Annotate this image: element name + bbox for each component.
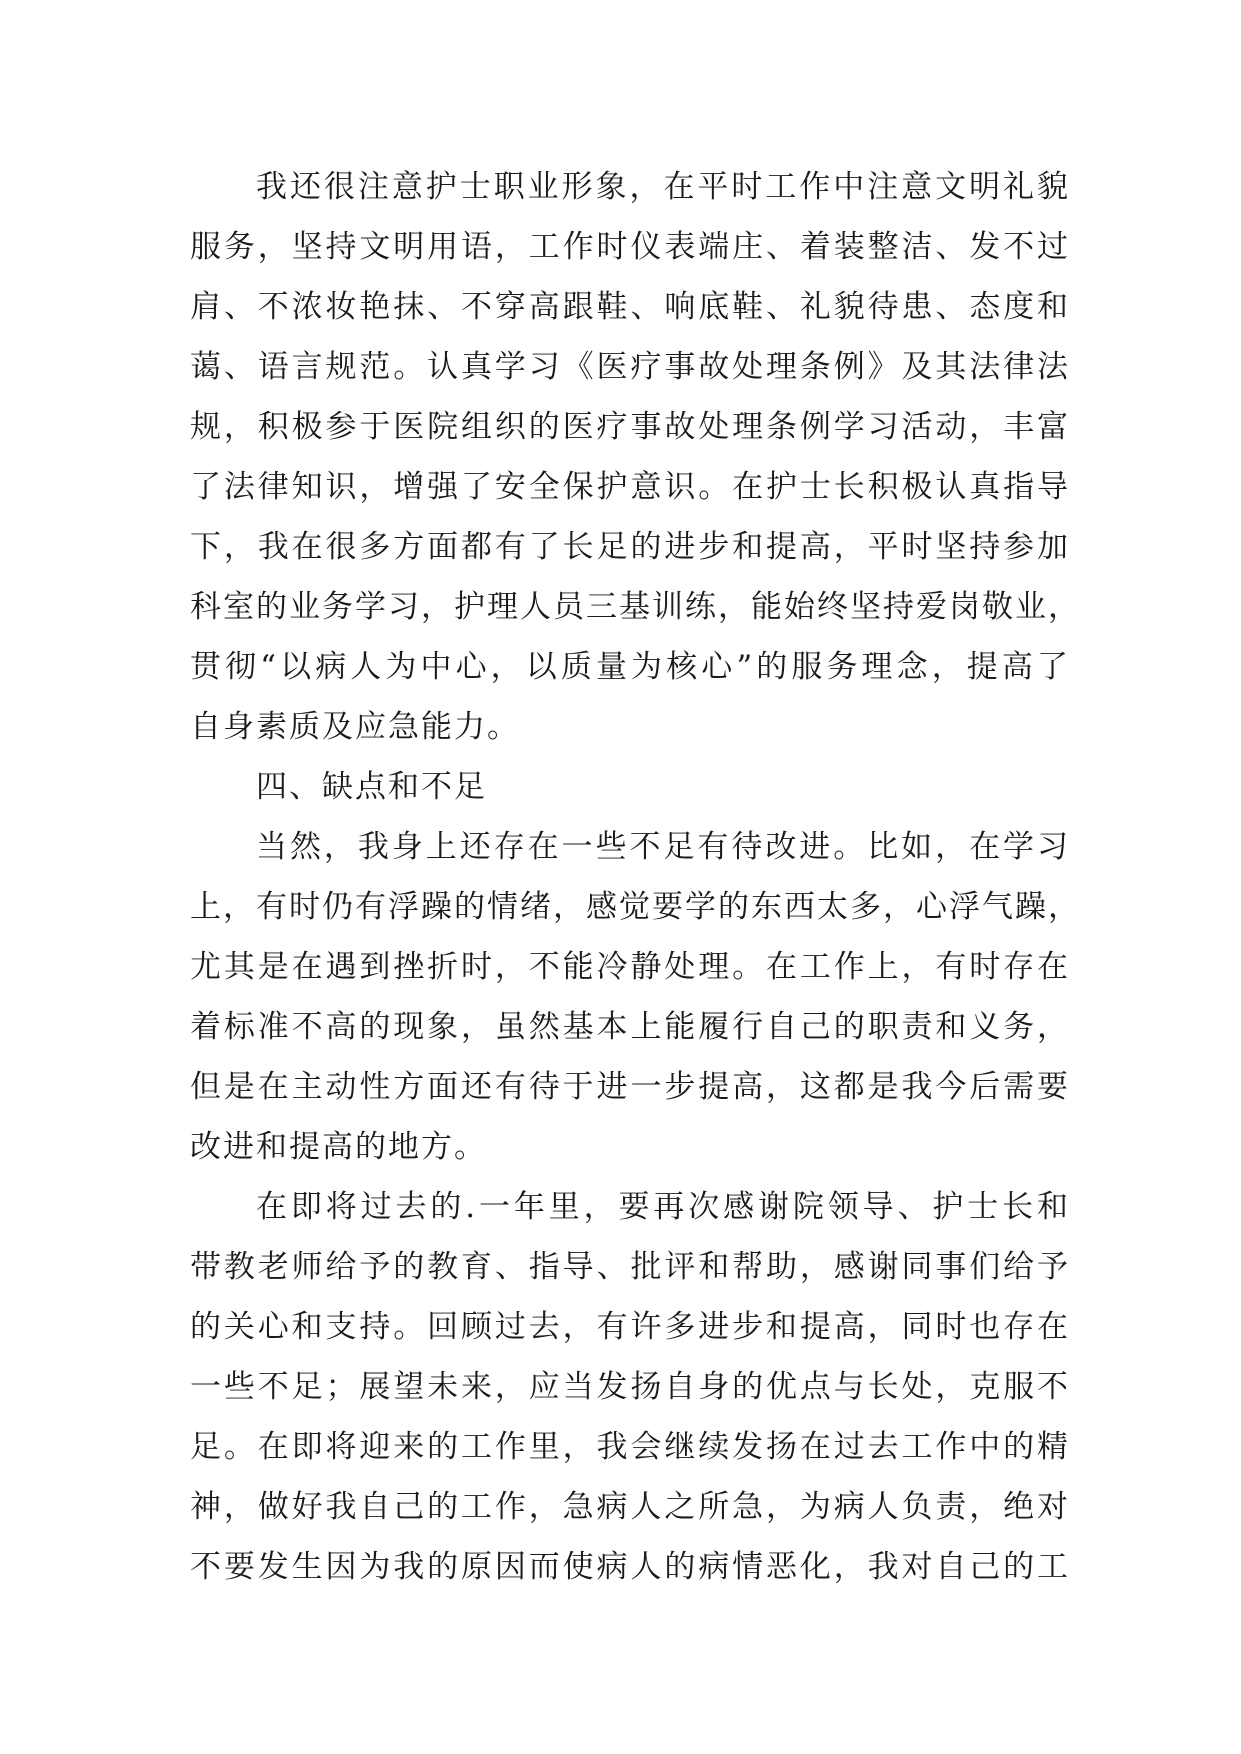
paragraph-line: 上，有时仍有浮躁的情绪，感觉要学的东西太多，心浮气躁， — [190, 889, 1081, 925]
paragraph-line: 了法律知识，增强了安全保护意识。在护士长积极认真指导 — [190, 469, 1070, 505]
section-heading: 四、缺点和不足 — [256, 769, 487, 805]
paragraph-line: 自身素质及应急能力。 — [190, 709, 520, 745]
body-text — [190, 157, 1081, 1597]
paragraph-line: 科室的业务学习，护理人员三基训练，能始终坚持爱岗敬业， — [190, 589, 1081, 625]
paragraph-line: 不要发生因为我的原因而使病人的病情恶化，我对自己的工 — [190, 1549, 1070, 1585]
paragraph-line: 足。在即将迎来的工作里，我会继续发扬在过去工作中的精 — [190, 1429, 1070, 1465]
paragraph-line: 当然，我身上还存在一些不足有待改进。比如，在学习 — [256, 829, 1070, 865]
paragraph-line: 服务，坚持文明用语，工作时仪表端庄、着装整洁、发不过 — [190, 229, 1070, 265]
paragraph-line: 在即将过去的.一年里，要再次感谢院领导、护士长和 — [256, 1189, 1070, 1225]
paragraph-line: 贯彻“以病人为中心，以质量为核心”的服务理念，提高了 — [190, 649, 1070, 685]
paragraph-line: 下，我在很多方面都有了长足的进步和提高，平时坚持参加 — [190, 529, 1070, 565]
paragraph-line: 蔼、语言规范。认真学习《医疗事故处理条例》及其法律法 — [190, 349, 1070, 385]
paragraph-line: 一些不足；展望未来，应当发扬自身的优点与长处，克服不 — [190, 1369, 1070, 1405]
paragraph-line: 规，积极参于医院组织的医疗事故处理条例学习活动，丰富 — [190, 409, 1070, 445]
paragraph-line: 着标准不高的现象，虽然基本上能履行自己的职责和义务， — [190, 1009, 1070, 1045]
paragraph-line: 肩、不浓妆艳抹、不穿高跟鞋、响底鞋、礼貌待患、态度和 — [190, 289, 1070, 325]
paragraph-line: 尤其是在遇到挫折时，不能冷静处理。在工作上，有时存在 — [190, 949, 1070, 985]
paragraph-line: 带教老师给予的教育、指导、批评和帮助，感谢同事们给予 — [190, 1249, 1070, 1285]
paragraph-line: 我还很注意护士职业形象，在平时工作中注意文明礼貌 — [256, 169, 1070, 205]
paragraph-line: 的关心和支持。回顾过去，有许多进步和提高，同时也存在 — [190, 1309, 1070, 1345]
paragraph-line: 改进和提高的地方。 — [190, 1129, 487, 1165]
paragraph-line: 但是在主动性方面还有待于进一步提高，这都是我今后需要 — [190, 1069, 1070, 1105]
paragraph-line: 神，做好我自己的工作，急病人之所急，为病人负责，绝对 — [190, 1489, 1070, 1525]
